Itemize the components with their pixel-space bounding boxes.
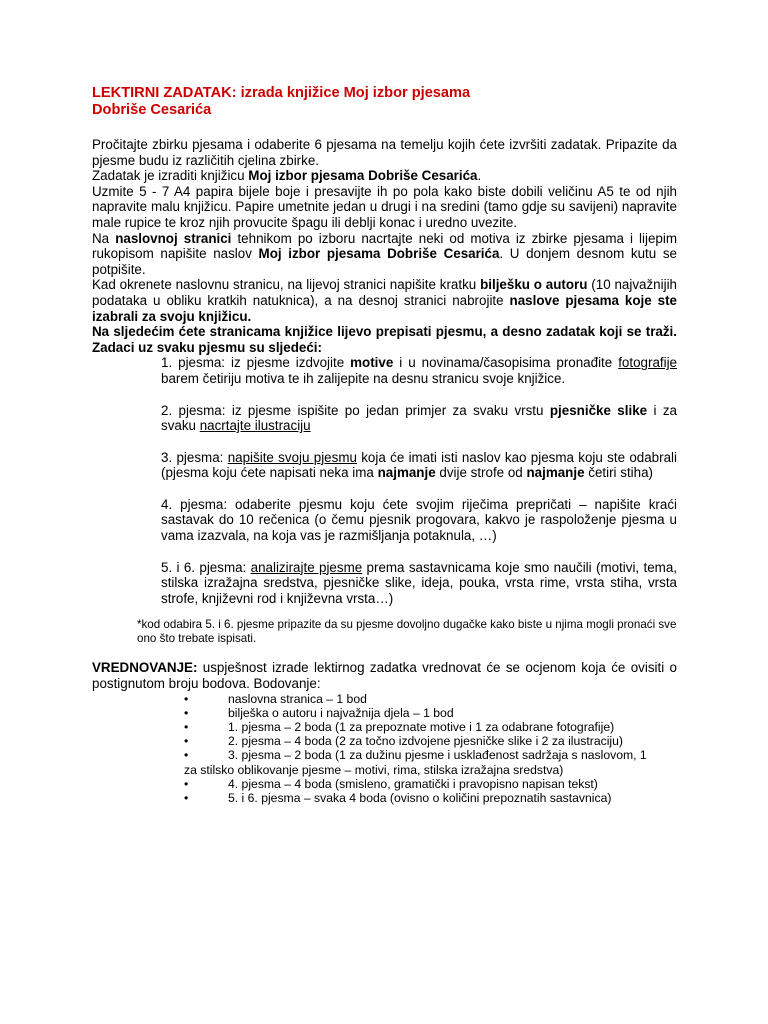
grading-item: • 1. pjesma – 2 boda (1 za prepoznate motive i 1 za odabrane fotografije) [184,720,615,735]
title-line-1: LEKTIRNI ZADATAK: izrada knjižice Moj izbor pjesama [92,85,471,101]
grading-list [92,692,677,806]
grading-item: • 3. pjesma – 2 boda (1 za dužinu pjesme i usklađenost sadržaja s naslovom, 1 za stilsko oblikovanje pjesme – motivi, rima, stilska izražajna sredstva) [184,748,647,777]
intro-section [92,137,677,355]
grading-item: • 5. i 6. pjesma – svaka 4 boda (ovisno o količini prepoznatih sastavnica) [184,791,612,806]
grading-item: • 2. pjesma – 4 boda (2 za točno izdvojene pjesničke slike i 2 za ilustraciju) [184,734,623,749]
footnote: *kod odabira 5. i 6. pjesme pripazite da su pjesme dovoljno dugačke kako biste u njima mogli pronaći sve ono što trebate ispisati. [137,618,677,646]
task-list [92,355,677,606]
task-5-6: 5. i 6. pjesma: analizirajte pjesme prema sastavnicama koje smo naučili (motivi, tema, stilska izražajna sredstva, pjesničke slike, ideja, pouka, vrsta rime, vrsta stiha, vrsta strofe, književni rod i književna vrsta…) [161,559,677,606]
intro-paragraph-4: Na naslovnoj stranici tehnikom po izboru nacrtajte neki od motiva iz zbirke pjesama i lijepim rukopisom napišite naslov Moj izbor pjesama Dobriše Cesarića. U donjem desnom kutu se potpišite. [92,230,678,277]
task-4: 4. pjesma: odaberite pjesmu koju ćete svojim riječima prepričati – napišite kraći sastavak do 10 rečenica (o čemu pjesnik progovara, kakvo je raspoloženje pjesma u vama izazvala, na koja vas je razmišljanja potaknula, …) [161,496,677,544]
document-page [92,85,677,805]
task-3: 3. pjesma: napišite svoju pjesmu koja će imati isti naslov kao pjesma koju ste odabrali (pjesma koju ćete napisati neka ima najmanje dvije strofe od najmanje četiri stiha) [161,449,677,481]
intro-paragraph-6: Na sljedećim ćete stranicama knjižice lijevo prepisati pjesmu, a desno zadatak koji se traži. Zadaci uz svaku pjesmu su sljedeći: [92,324,677,355]
task-2: 2. pjesma: iz pjesme ispišite po jedan primjer za svaku vrstu pjesničke slike i za svaku nacrtajte ilustraciju [161,402,677,434]
grading-item: • 4. pjesma – 4 boda (smisleno, gramatički i pravopisno napisan tekst) [184,776,598,791]
title-line-2: Dobriše Cesarića [92,102,212,118]
intro-paragraph-1: Pročitajte zbirku pjesama i odaberite 6 pjesama na temelju kojih ćete izvršiti zadatak. Pripazite da pjesme budu iz različitih cjelina zbirke. [92,137,677,168]
intro-paragraph-5: Kad okrenete naslovnu stranicu, na lijevoj stranici napišite kratku bilješku o autoru (10 najvažnijih podataka u obliku kratkih natuknica), a na desnoj stranici nabrojite naslove pjesama koje ste izabrali za svoju knjižicu. [92,277,678,324]
task-1: 1. pjesma: iz pjesme izdvojite motive i u novinama/časopisima pronađite fotografije barem četiriju motiva te ih zalijepite na desnu stranicu svoje knjižice. [161,355,678,386]
grading-intro: VREDNOVANJE: uspješnost izrade lektirnog zadatka vrednovat će se ocjenom koja će ovisiti o postignutom broju bodova. Bodovanje: [92,660,677,692]
intro-paragraph-3: Uzmite 5 - 7 A4 papira bijele boje i presavijte ih po pola kako biste dobili veličinu A5 te od njih napravite malu knjižicu. Papire umetnite jedan u drugi i na sredini (tamo gdje su savijeni) napravite male rupice te kroz njih provucite špagu ili deblji konac i uredno uvezite. [92,183,677,230]
document-title [92,85,677,119]
grading-item: • naslovna stranica – 1 bod [184,691,367,706]
grading-item: • bilješka o autoru i najvažnija djela – 1 bod [184,705,454,720]
intro-paragraph-2: Zadatak je izraditi knjižicu Moj izbor pjesama Dobriše Cesarića. [92,168,482,184]
grading-section [92,660,677,805]
